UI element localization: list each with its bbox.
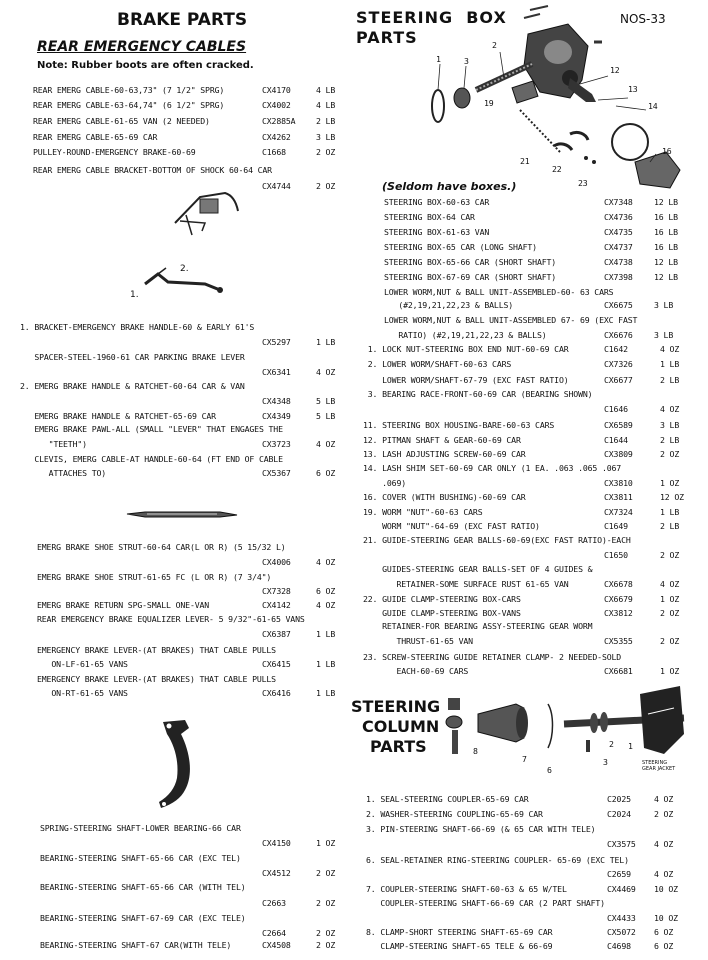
- weight: 2 OZ: [316, 940, 336, 950]
- part-number: CX7328: [262, 586, 291, 596]
- item-description: 21. GUIDE-STEERING GEAR BALLS-60-69(EXC FAST RATIO)-EACH: [363, 535, 631, 545]
- weight: 1 LB: [316, 659, 336, 669]
- col-fig-num-2: 2: [609, 739, 614, 749]
- item-description: "TEETH"): [20, 439, 87, 449]
- part-number: C1644: [604, 435, 628, 445]
- weight: 2 LB: [660, 435, 680, 445]
- fig-num-19: 19: [484, 98, 494, 108]
- weight: 10 OZ: [654, 913, 678, 923]
- weight: 3 LB: [316, 132, 336, 142]
- item-description: EMERG BRAKE PAWL-ALL (SMALL "LEVER" THAT ENGAGES THE: [20, 424, 283, 434]
- weight: 1 OZ: [660, 478, 680, 488]
- steering-column-title-2: COLUMN: [362, 717, 440, 736]
- weight: 1 LB: [316, 337, 336, 347]
- part-number: CX6676: [604, 330, 633, 340]
- weight: 10 OZ: [654, 884, 678, 894]
- weight: 1 LB: [316, 688, 336, 698]
- weight: 2 OZ: [316, 898, 336, 908]
- item-description: RATIO) (#2,19,21,22,23 & BALLS): [384, 330, 547, 340]
- item-description: BEARING-STEERING SHAFT-67 CAR(WITH TELE): [40, 940, 232, 950]
- weight: 4 OZ: [316, 600, 336, 610]
- bracket-illustration: [170, 185, 250, 245]
- part-number: CX6341: [262, 367, 291, 377]
- weight: 5 LB: [316, 411, 336, 421]
- weight: 12 OZ: [660, 492, 684, 502]
- item-description: ATTACHES TO): [20, 468, 107, 478]
- part-number: CX6675: [604, 300, 633, 310]
- col-fig-num-8: 8: [473, 746, 478, 756]
- weight: 2 OZ: [660, 636, 680, 646]
- part-number: CX6589: [604, 420, 633, 430]
- item-description: COUPLER-STEERING SHAFT-66-69 CAR (2 PART SHAFT): [366, 898, 605, 908]
- part-number: CX3810: [604, 478, 633, 488]
- fig-num-3: 3: [464, 56, 469, 66]
- part-number: C2025: [607, 794, 631, 804]
- weight: 4 OZ: [654, 869, 674, 879]
- weight: 16 LB: [654, 212, 678, 222]
- item-description: REAR EMERG CABLE-63-64,74" (6 1/2" SPRG): [33, 100, 225, 110]
- item-description: BEARING-STEERING SHAFT-65-66 CAR (EXC TEL): [40, 853, 241, 863]
- weight: 4 OZ: [660, 404, 680, 414]
- item-description: LOWER WORM/SHAFT-67-79 (EXC FAST RATIO): [363, 375, 569, 385]
- item-description: REAR EMERG CABLE BRACKET-BOTTOM OF SHOCK 60-64 CAR: [33, 165, 272, 175]
- weight: 4 OZ: [316, 439, 336, 449]
- weight: 4 OZ: [316, 557, 336, 567]
- item-description: 6. SEAL-RETAINER RING-STEERING COUPLER- 65-69 (EXC TEL): [366, 855, 629, 865]
- part-number: CX3575: [607, 839, 636, 849]
- weight: 2 OZ: [316, 181, 336, 191]
- part-number: C1646: [604, 404, 628, 414]
- fig-num-23: 23: [578, 178, 588, 188]
- part-number: CX6681: [604, 666, 633, 676]
- item-description: STEERING BOX-65 CAR (LONG SHAFT): [384, 242, 537, 252]
- part-number: CX4744: [262, 181, 291, 191]
- weight: 1 OZ: [660, 594, 680, 604]
- part-number: CX4348: [262, 396, 291, 406]
- part-number: CX6679: [604, 594, 633, 604]
- part-number: CX7324: [604, 507, 633, 517]
- part-number: CX4142: [262, 600, 291, 610]
- col-fig-num-3: 3: [603, 757, 608, 767]
- item-description: STEERING BOX-60-63 CAR: [384, 197, 490, 207]
- part-number: CX4512: [262, 868, 291, 878]
- part-number: CX4002: [262, 100, 291, 110]
- weight: 2 OZ: [654, 809, 674, 819]
- item-description: PULLEY-ROUND-EMERGENCY BRAKE-60-69: [33, 147, 196, 157]
- weight: 2 OZ: [660, 608, 680, 618]
- part-number: CX6416: [262, 688, 291, 698]
- item-description: REAR EMERG CABLE-65-69 CAR: [33, 132, 158, 142]
- item-description: SPRING-STEERING SHAFT-LOWER BEARING-66 CAR: [40, 823, 241, 833]
- part-number: CX7348: [604, 197, 633, 207]
- item-description: REAR EMERGENCY BRAKE EQUALIZER LEVER- 5 9/32"-61-65 VANS: [37, 614, 305, 624]
- item-description: RETAINER-FOR BEARING ASSY-STEERING GEAR WORM: [363, 621, 593, 631]
- weight: 12 LB: [654, 257, 678, 267]
- item-description: 3. BEARING RACE-FRONT-60-69 CAR (BEARING SHOWN): [363, 389, 593, 399]
- part-number: CX4508: [262, 940, 291, 950]
- weight: 1 LB: [316, 629, 336, 639]
- weight: 4 LB: [316, 85, 336, 95]
- item-description: THRUST-61-65 VAN: [363, 636, 473, 646]
- item-description: SPACER-STEEL-1960-61 CAR PARKING BRAKE LEVER: [20, 352, 245, 362]
- strut-illustration: [125, 506, 240, 522]
- part-number: CX4738: [604, 257, 633, 267]
- cables-note: Note: Rubber boots are often cracked.: [37, 60, 254, 71]
- part-number: CX4349: [262, 411, 291, 421]
- part-number: CX3812: [604, 608, 633, 618]
- weight: 2 OZ: [660, 550, 680, 560]
- item-description: WORM "NUT"-64-69 (EXC FAST RATIO): [363, 521, 540, 531]
- item-description: 8. CLAMP-SHORT STEERING SHAFT-65-69 CAR: [366, 927, 553, 937]
- weight: 16 LB: [654, 242, 678, 252]
- item-description: LOWER WORM,NUT & BALL UNIT-ASSEMBLED-60- 63 CARS: [384, 287, 614, 297]
- steering-box-title-2: PARTS: [356, 28, 418, 47]
- part-number: CX7326: [604, 359, 633, 369]
- part-number: CX4735: [604, 227, 633, 237]
- part-number: C1650: [604, 550, 628, 560]
- part-number: CX4262: [262, 132, 291, 142]
- weight: 2 OZ: [316, 147, 336, 157]
- fig-num-22: 22: [552, 164, 562, 174]
- fig-num-21: 21: [520, 156, 530, 166]
- fig-label-1: 1.: [130, 290, 139, 300]
- gear-jacket-label-2: GEAR JACKET: [642, 766, 676, 772]
- gear-jacket-label-1: STEERING: [642, 760, 668, 766]
- part-number: CX5355: [604, 636, 633, 646]
- col-fig-num-6: 6: [547, 765, 552, 775]
- item-description: EMERG BRAKE RETURN SPG-SMALL ONE-VAN: [37, 600, 210, 610]
- fig-label-2: 2.: [180, 264, 189, 274]
- part-number: CX4433: [607, 913, 636, 923]
- item-description: CLEVIS, EMERG CABLE-AT HANDLE-60-64 (FT END OF CABLE: [20, 454, 283, 464]
- steering-column-title-1: STEERING: [351, 697, 441, 716]
- item-description: (#2,19,21,22,23 & BALLS): [384, 300, 514, 310]
- fig-num-13: 13: [628, 84, 638, 94]
- col-fig-num-7: 7: [522, 754, 527, 764]
- item-description: REAR EMERG CABLE-61-65 VAN (2 NEEDED): [33, 116, 210, 126]
- item-description: REAR EMERG CABLE-60-63,73" (7 1/2" SPRG): [33, 85, 225, 95]
- brake-lever-illustration: [155, 718, 205, 813]
- part-number: CX4736: [604, 212, 633, 222]
- steering-column-title-3: PARTS: [370, 737, 427, 756]
- weight: 4 OZ: [660, 344, 680, 354]
- item-description: BEARING-STEERING SHAFT-65-66 CAR (WITH TEL): [40, 882, 246, 892]
- item-description: RETAINER-SOME SURFACE RUST 61-65 VAN: [363, 579, 569, 589]
- item-description: .069): [363, 478, 407, 488]
- weight: 4 OZ: [654, 839, 674, 849]
- part-number: C4698: [607, 941, 631, 951]
- item-description: 2. WASHER-STEERING COUPLING-65-69 CAR: [366, 809, 543, 819]
- weight: 3 LB: [654, 300, 674, 310]
- item-description: ON-RT-61-65 VANS: [37, 688, 128, 698]
- item-description: 1. BRACKET-EMERGENCY BRAKE HANDLE-60 & EARLY 61'S: [20, 322, 255, 332]
- part-number: C1649: [604, 521, 628, 531]
- col-fig-num-1: 1: [628, 741, 633, 751]
- part-number: CX3811: [604, 492, 633, 502]
- part-number: CX4170: [262, 85, 291, 95]
- part-number: C1668: [262, 147, 286, 157]
- item-description: 3. PIN-STEERING SHAFT-66-69 (& 65 CAR WITH TELE): [366, 824, 596, 834]
- weight: 12 LB: [654, 272, 678, 282]
- item-description: STEERING BOX-61-63 VAN: [384, 227, 490, 237]
- section-title: REAR EMERGENCY CABLES: [37, 39, 247, 55]
- item-description: 19. WORM "NUT"-60-63 CARS: [363, 507, 483, 517]
- item-description: ON-LF-61-65 VANS: [37, 659, 128, 669]
- weight: 4 LB: [316, 100, 336, 110]
- weight: 1 LB: [660, 507, 680, 517]
- weight: 2 LB: [660, 521, 680, 531]
- weight: 2 OZ: [316, 868, 336, 878]
- item-description: 22. GUIDE CLAMP-STEERING BOX-CARS: [363, 594, 521, 604]
- part-number: CX4006: [262, 557, 291, 567]
- page-code: NOS-33: [620, 12, 666, 26]
- weight: 6 OZ: [316, 468, 336, 478]
- steering-box-title: STEERING BOX: [356, 8, 507, 27]
- part-number: C1642: [604, 344, 628, 354]
- weight: 16 LB: [654, 227, 678, 237]
- weight: 12 LB: [654, 197, 678, 207]
- part-number: CX4150: [262, 838, 291, 848]
- steering-box-illustration: [420, 2, 688, 190]
- fig-num-2: 2: [492, 40, 497, 50]
- part-number: C2663: [262, 898, 286, 908]
- item-description: LOWER WORM,NUT & BALL UNIT-ASSEMBLED 67- 69 (EXC FAST: [384, 315, 638, 325]
- weight: 6 OZ: [654, 927, 674, 937]
- seldom-note: (Seldom have boxes.): [382, 180, 517, 193]
- part-number: CX3723: [262, 439, 291, 449]
- item-description: BEARING-STEERING SHAFT-67-69 CAR (EXC TELE): [40, 913, 246, 923]
- fig-num-12: 12: [610, 65, 620, 75]
- item-description: 12. PITMAN SHAFT & GEAR-60-69 CAR: [363, 435, 521, 445]
- item-description: 2. EMERG BRAKE HANDLE & RATCHET-60-64 CAR & VAN: [20, 381, 245, 391]
- part-number: C2664: [262, 928, 286, 938]
- item-description: EMERG BRAKE SHOE STRUT-61-65 FC (L OR R) (7 3/4"): [37, 572, 272, 582]
- part-number: CX4469: [607, 884, 636, 894]
- part-number: CX3809: [604, 449, 633, 459]
- weight: 1 OZ: [316, 838, 336, 848]
- item-description: EMERGENCY BRAKE LEVER-(AT BRAKES) THAT CABLE PULLS: [37, 674, 276, 684]
- weight: 1 LB: [660, 359, 680, 369]
- item-description: 2. LOWER WORM/SHAFT-60-63 CARS: [363, 359, 512, 369]
- weight: 2 OZ: [316, 928, 336, 938]
- item-description: EACH-60-69 CARS: [363, 666, 469, 676]
- part-number: CX6387: [262, 629, 291, 639]
- weight: 6 OZ: [654, 941, 674, 951]
- fig-num-1: 1: [436, 54, 441, 64]
- item-description: STEERING BOX-64 CAR: [384, 212, 475, 222]
- weight: 2 LB: [660, 375, 680, 385]
- item-description: CLAMP-STEERING SHAFT-65 TELE & 66-69: [366, 941, 553, 951]
- weight: 3 LB: [660, 420, 680, 430]
- weight: 3 LB: [654, 330, 674, 340]
- item-description: EMERG BRAKE HANDLE & RATCHET-65-69 CAR: [20, 411, 216, 421]
- weight: 1 OZ: [660, 666, 680, 676]
- item-description: 1. LOCK NUT-STEERING BOX END NUT-60-69 CAR: [363, 344, 569, 354]
- item-description: 23. SCREW-STEERING GUIDE RETAINER CLAMP- 2 NEEDED-SOLD: [363, 652, 622, 662]
- weight: 4 OZ: [654, 794, 674, 804]
- part-number: CX5367: [262, 468, 291, 478]
- weight: 6 OZ: [316, 586, 336, 596]
- item-description: EMERGENCY BRAKE LEVER-(AT BRAKES) THAT CABLE PULLS: [37, 645, 276, 655]
- part-number: CX6678: [604, 579, 633, 589]
- item-description: 7. COUPLER-STEERING SHAFT-60-63 & 65 W/TEL: [366, 884, 567, 894]
- item-description: 1. SEAL-STEERING COUPLER-65-69 CAR: [366, 794, 529, 804]
- part-number: CX7398: [604, 272, 633, 282]
- item-description: EMERG BRAKE SHOE STRUT-60-64 CAR(L OR R) (5 15/32 L): [37, 542, 286, 552]
- part-number: C2659: [607, 869, 631, 879]
- item-description: 14. LASH SHIM SET-60-69 CAR ONLY (1 EA. .063 .065 .067: [363, 463, 622, 473]
- item-description: 16. COVER (WITH BUSHING)-60-69 CAR: [363, 492, 526, 502]
- weight: 2 LB: [316, 116, 336, 126]
- weight: 2 OZ: [660, 449, 680, 459]
- page-title: BRAKE PARTS: [117, 10, 248, 30]
- part-number: CX6415: [262, 659, 291, 669]
- part-number: CX5072: [607, 927, 636, 937]
- part-number: CX6677: [604, 375, 633, 385]
- item-description: GUIDE CLAMP-STEERING BOX-VANS: [363, 608, 521, 618]
- part-number: CX4737: [604, 242, 633, 252]
- fig-num-16: 16: [662, 146, 672, 156]
- weight: 4 OZ: [316, 367, 336, 377]
- item-description: 13. LASH ADJUSTING SCREW-60-69 CAR: [363, 449, 526, 459]
- fig-num-14: 14: [648, 101, 658, 111]
- part-number: CX5297: [262, 337, 291, 347]
- part-number: C2024: [607, 809, 631, 819]
- item-description: 11. STEERING BOX HOUSING-BARE-60-63 CARS: [363, 420, 555, 430]
- item-description: STEERING BOX-67-69 CAR (SHORT SHAFT): [384, 272, 557, 282]
- weight: 4 OZ: [660, 579, 680, 589]
- item-description: STEERING BOX-65-66 CAR (SHORT SHAFT): [384, 257, 557, 267]
- part-number: CX2885A: [262, 116, 296, 126]
- item-description: GUIDES-STEERING GEAR BALLS-SET OF 4 GUIDES &: [363, 564, 593, 574]
- weight: 5 LB: [316, 396, 336, 406]
